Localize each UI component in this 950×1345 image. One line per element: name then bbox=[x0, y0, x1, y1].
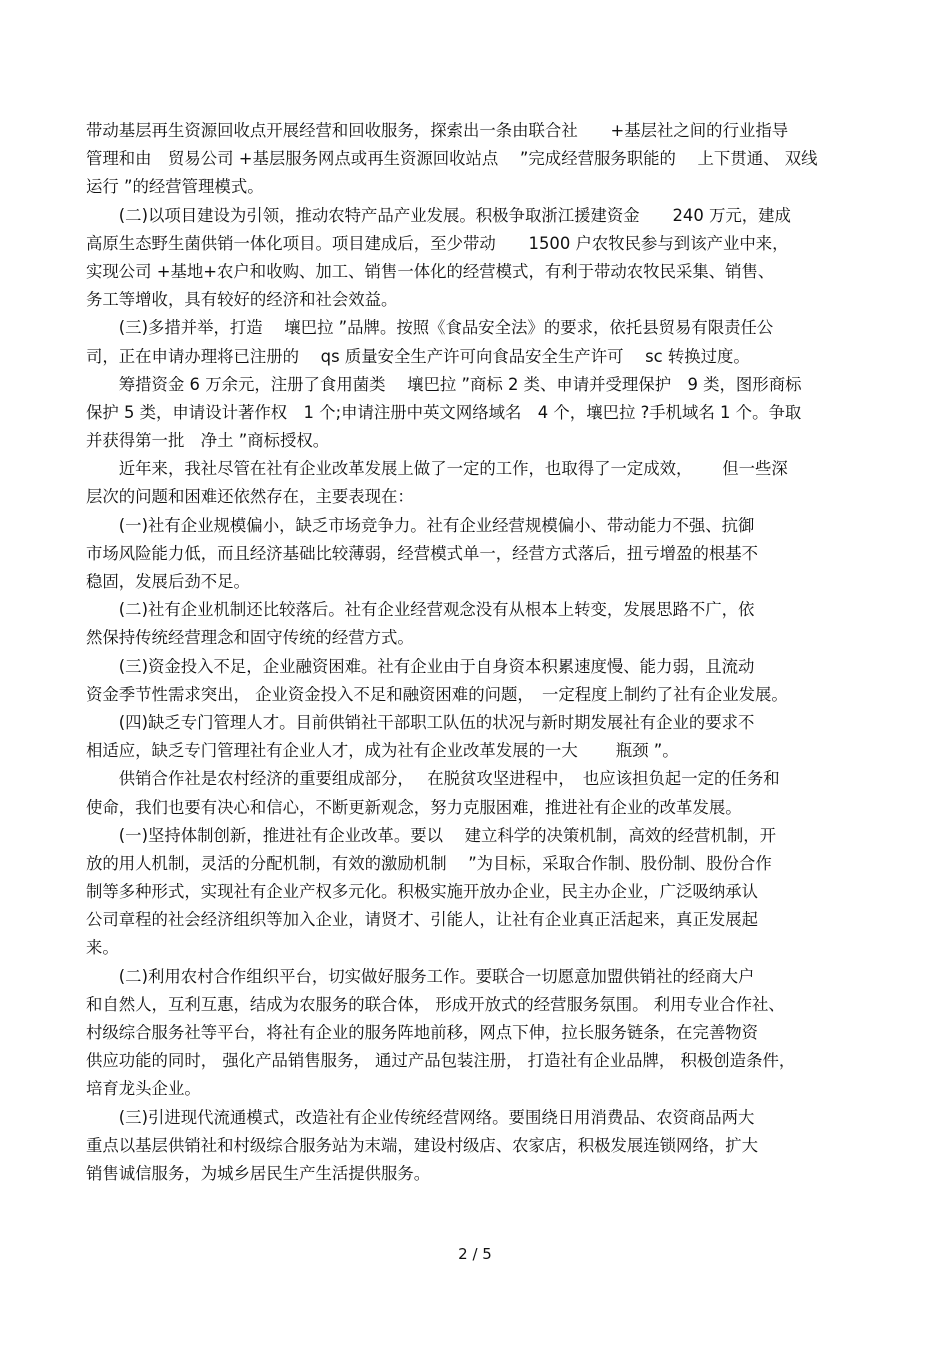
text-line: 并获得第一批 净土 ”商标授权。 bbox=[86, 431, 330, 451]
text-line: 和自然人，互利互惠，结成为农服务的联合体， 形成开放式的经营服务氛围。 利用专业合作社、 bbox=[86, 994, 785, 1014]
text-line: (三)多措并举，打造 壤巴拉 ”品牌。按照《食品安全法》的要求，依托县贸易有限责任公 bbox=[86, 318, 774, 338]
text-line: 资金季节性需求突出， 企业资金投入不足和融资困难的问题， 一定程度上制约了社有企业发展。 bbox=[86, 684, 788, 704]
text-line: 培育龙头企业。 bbox=[86, 1079, 201, 1099]
text-line: (四)缺乏专门管理人才。目前供销社干部职工队伍的状况与新时期发展社有企业的要求不 bbox=[86, 712, 755, 732]
text-line: 近年来，我社尽管在社有企业改革发展上做了一定的工作，也取得了一定成效， 但一些深 bbox=[86, 459, 788, 479]
text-line: (一)坚持体制创新，推进社有企业改革。要以 建立科学的决策机制，高效的经营机制，开 bbox=[86, 825, 777, 845]
text-line: 供应功能的同时， 强化产品销售服务， 通过产品包装注册， 打造社有企业品牌， 积极创造条件， bbox=[86, 1051, 796, 1071]
text-line: 制等多种形式，实现社有企业产权多元化。积极实施开放办企业，民主办企业，广泛吸纳承认 bbox=[86, 882, 759, 902]
text-line: 供销合作社是农村经济的重要组成部分， 在脱贫攻坚进程中， 也应该担负起一定的任务和 bbox=[86, 769, 780, 789]
text-line: 稳固，发展后劲不足。 bbox=[86, 572, 250, 591]
text-line: 务工等增收，具有较好的经济和社会效益。 bbox=[86, 290, 398, 310]
text-line: (二)以项目建设为引领，推动农特产品产业发展。积极争取浙江援建资金 240 万元，建成 bbox=[86, 205, 791, 225]
text-line: 重点以基层供销社和村级综合服务站为末端，建设村级店、农家店，积极发展连锁网络，扩大 bbox=[86, 1135, 759, 1155]
text-line: 保护 5 类，申请设计著作权 1 个;申请注册中英文网络域名 4 个，壤巴拉 ?手机域名 1 个。争取 bbox=[86, 402, 802, 422]
text-line: 筹措资金 6 万余元，注册了食用菌类 壤巴拉 ”商标 2 类、申请并受理保护 9 类，图形商标 bbox=[86, 374, 802, 394]
text-line: 然保持传统经营理念和固守传统的经营方式。 bbox=[86, 628, 414, 648]
text-line: 高原生态野生菌供销一体化项目。项目建成后，至少带动 1500 户农牧民参与到该产业中来， bbox=[86, 233, 789, 253]
text-line: 销售诚信服务，为城乡居民生产生活提供服务。 bbox=[86, 1163, 431, 1183]
text-line: (三)引进现代流通模式，改造社有企业传统经营网络。要围绕日用消费品、农资商品两大 bbox=[86, 1107, 755, 1127]
text-line: 司，正在申请办理将已注册的 qs 质量安全生产许可向食品安全生产许可 sc 转换过度。 bbox=[86, 346, 750, 366]
text-line: 公司章程的社会经济组织等加入企业，请贤才、引能人，让社有企业真正活起来，真正发展起 bbox=[86, 910, 759, 930]
text-line: 层次的问题和困难还依然存在，主要表现在： bbox=[86, 487, 414, 507]
text-line: (二)利用农村合作组织平台，切实做好服务工作。要联合一切愿意加盟供销社的经商大户 bbox=[86, 966, 755, 986]
text-line: 实现公司 +基地+农户和收购、加工、销售一体化的经营模式，有利于带动农牧民采集、销售、 bbox=[86, 261, 775, 281]
text-line: 使命，我们也要有决心和信心，不断更新观念，努力克服困难，推进社有企业的改革发展。 bbox=[86, 797, 742, 817]
text-line: (三)资金投入不足，企业融资困难。社有企业由于自身资本积累速度慢、能力弱，且流动 bbox=[86, 656, 755, 676]
text-line: 市场风险能力低，而且经济基础比较薄弱，经营模式单一，经营方式落后，扭亏增盈的根基不 bbox=[86, 543, 759, 563]
text-line: (二)社有企业机制还比较落后。社有企业经营观念没有从根本上转变，发展思路不广，依 bbox=[86, 600, 755, 620]
page-number: 2 / 5 bbox=[458, 1245, 492, 1263]
text-line: 来。 bbox=[86, 938, 119, 958]
body-text bbox=[86, 117, 876, 1188]
text-line: 管理和由 贸易公司 +基层服务网点或再生资源回收站点 ”完成经营服务职能的 上下贯通、 双线 bbox=[86, 149, 818, 169]
text-line: 带动基层再生资源回收点开展经营和回收服务，探索出一条由联合社 +基层社之间的行业指导 bbox=[86, 121, 789, 140]
text-line: 运行 ”的经营管理模式。 bbox=[86, 177, 264, 197]
text-line: 相适应，缺乏专门管理社有企业人才，成为社有企业改革发展的一大 瓶颈 ”。 bbox=[86, 741, 679, 761]
text-line: 村级综合服务社等平台，将社有企业的服务阵地前移，网点下伸，拉长服务链条，在完善物资 bbox=[86, 1023, 759, 1042]
text-line: (一)社有企业规模偏小，缺乏市场竞争力。社有企业经营规模偏小、带动能力不强、抗御 bbox=[86, 515, 755, 535]
text-line: 放的用人机制，灵活的分配机制，有效的激励机制 ”为目标，采取合作制、股份制、股份合作 bbox=[86, 853, 772, 873]
